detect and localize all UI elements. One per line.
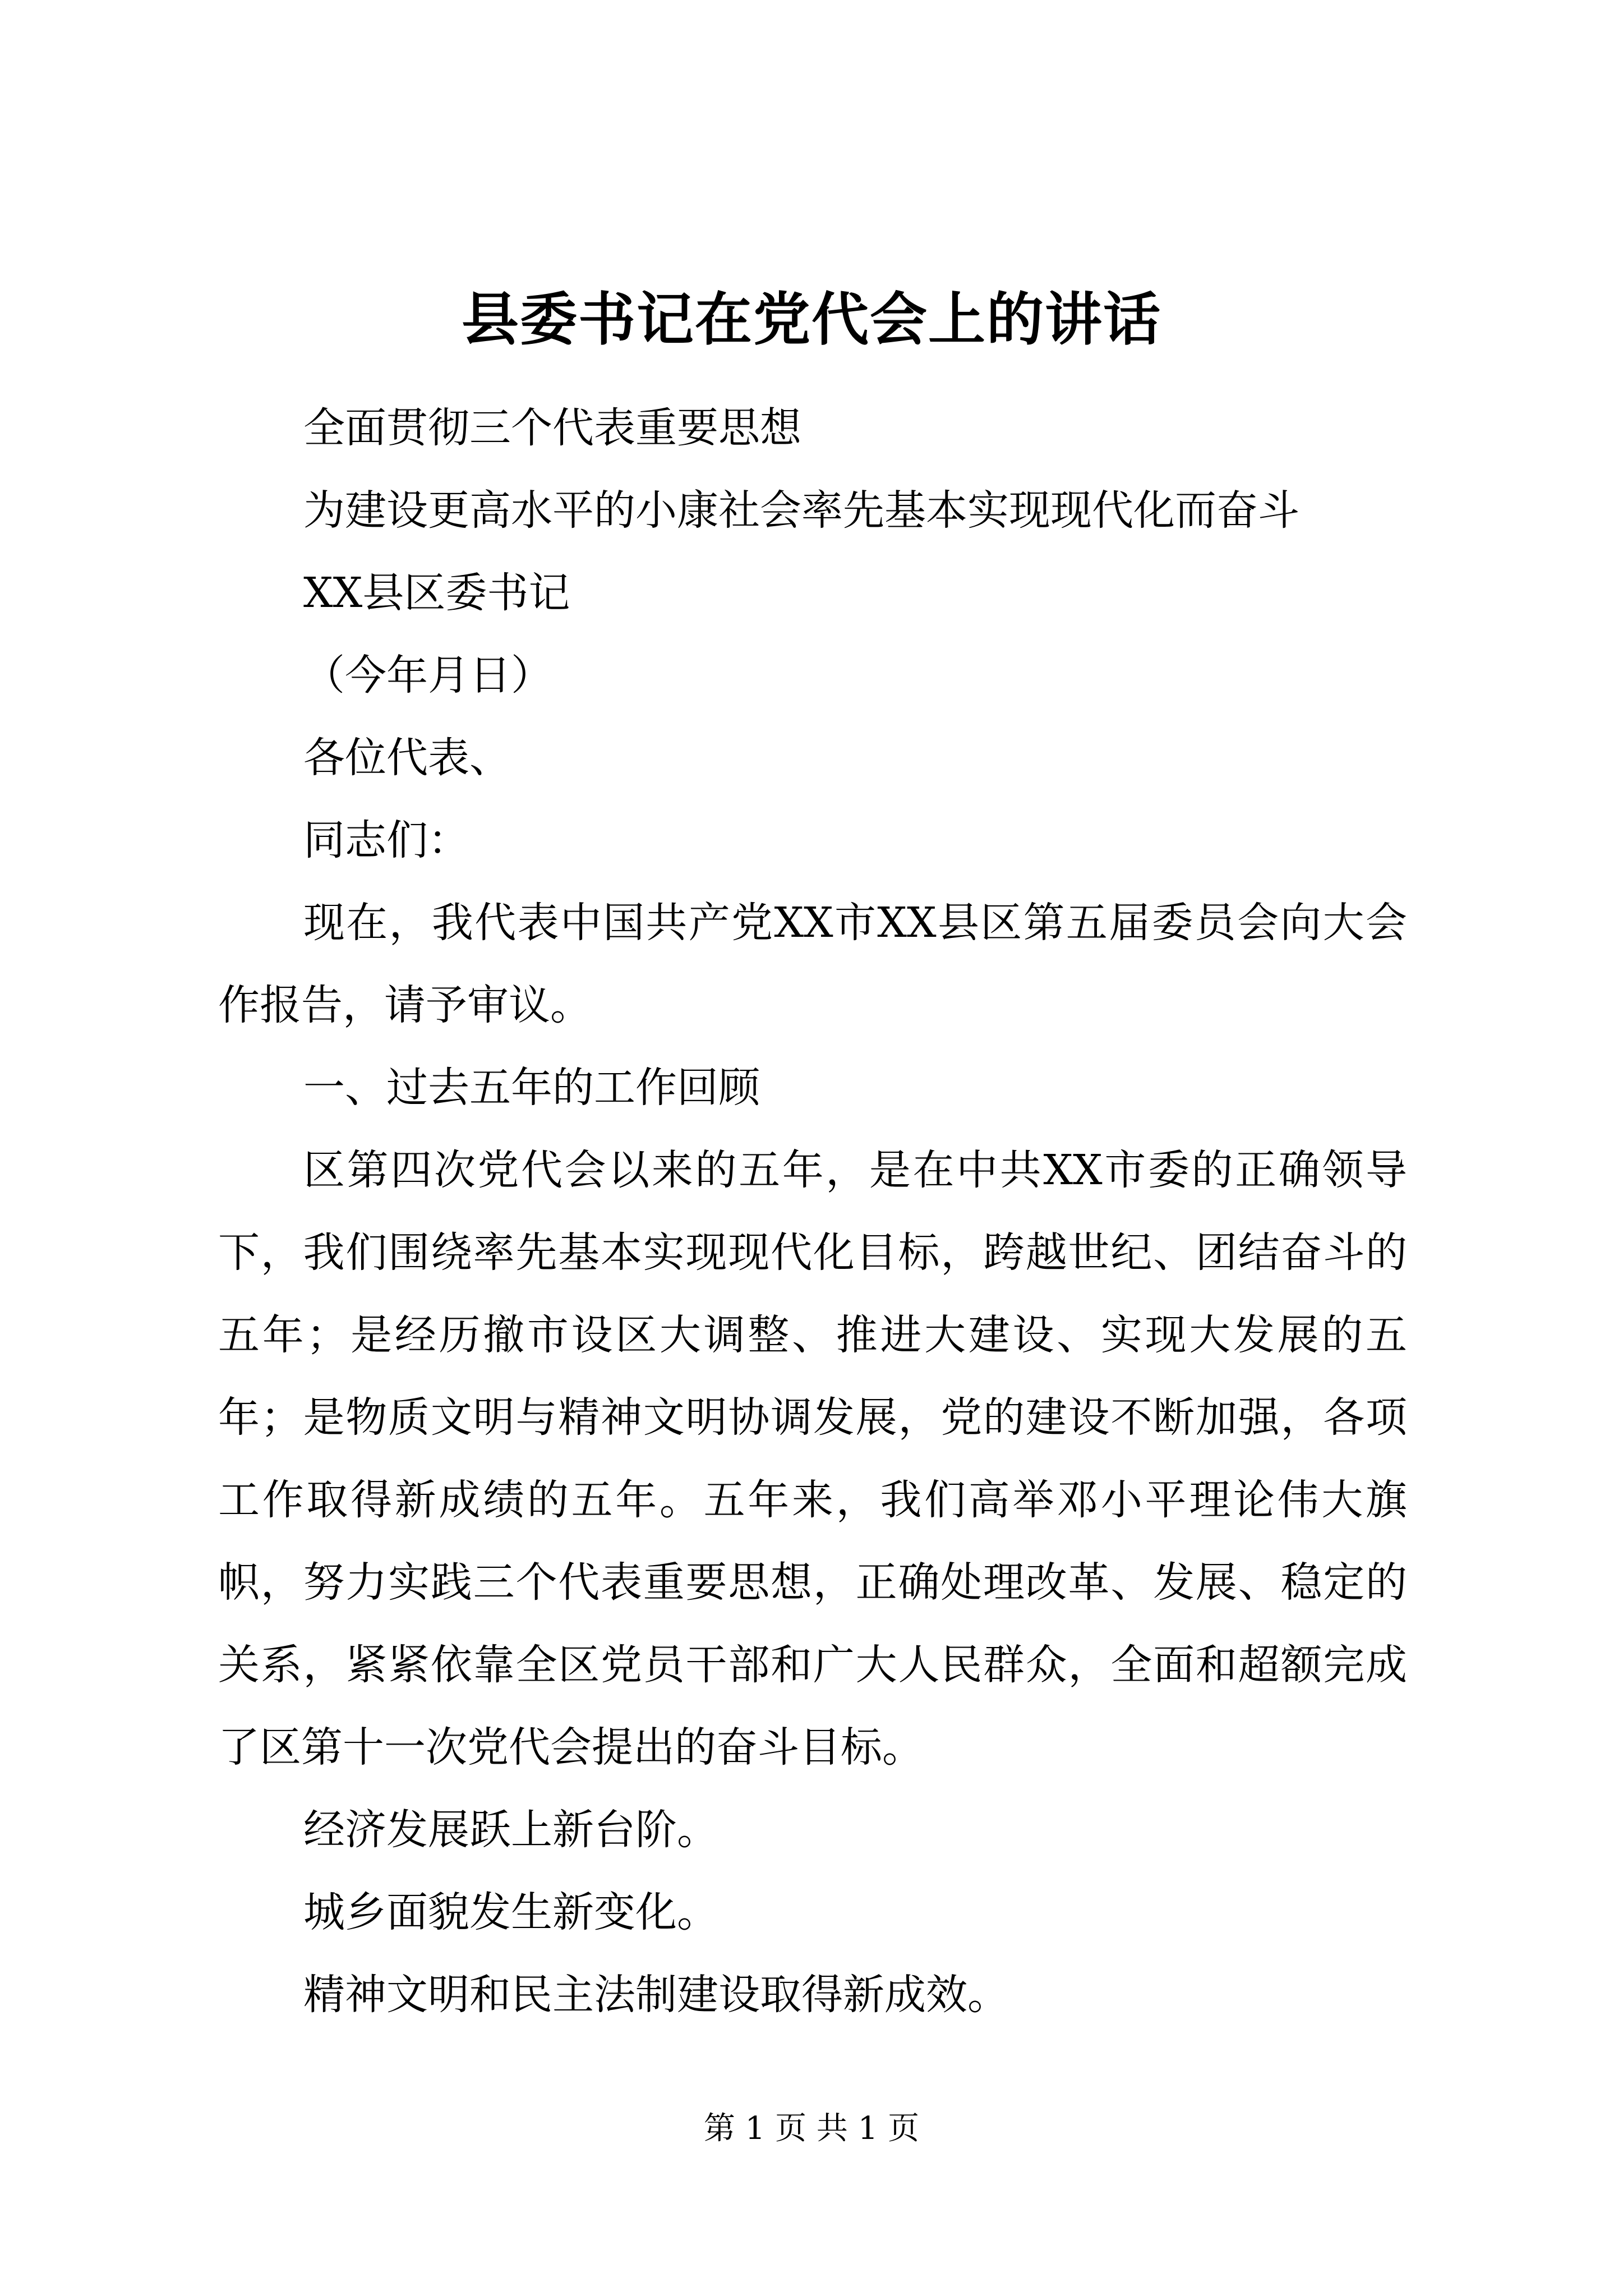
section-heading: 一、过去五年的工作回顾 xyxy=(303,1064,760,1112)
paragraph-economy: 经济发展跃上新台阶。 xyxy=(303,1806,718,1854)
paragraph-speaker: XX县区委书记 xyxy=(303,569,570,617)
paragraph-date: （今年月日） xyxy=(303,651,552,700)
page-footer: 第 1 页 共 1 页 xyxy=(703,2110,920,2147)
document-title: 县委书记在党代会上的讲话 xyxy=(462,286,1161,353)
paragraph-salutation-2: 同志们： xyxy=(303,816,469,864)
paragraph-subtitle-1: 全面贯彻三个代表重要思想 xyxy=(303,404,801,452)
document-body xyxy=(218,387,1407,2036)
paragraph-salutation-1: 各位代表、 xyxy=(303,734,511,782)
paragraph-opening: 现在，我代表中国共产党XX市XX县区第五届委员会向大会作报告，请予审议。 xyxy=(218,899,1407,1029)
paragraph-subtitle-2: 为建设更高水平的小康社会率先基本实现现代化而奋斗 xyxy=(303,486,1299,535)
paragraph-urban-rural: 城乡面貌发生新变化。 xyxy=(303,1888,718,1936)
paragraph-review: 区第四次党代会以来的五年，是在中共XX市委的正确领导下，我们围绕率先基本实现现代化目标，跨越世纪、团结奋斗的五年；是经历撤市设区大调整、推进大建设、实现大发展的五年；是物质文明与精神文明协调发展，党的建设不断加强，各项工作取得新成绩的五年。五年来，我们高举邓小平理论伟大旗帜，努力实践三个代表重要思想，正确处理改革、发展、稳定的关系，紧紧依靠全区党员干部和广大人民群众，全面和超额完成了区第十一次党代会提出的奋斗目标。 xyxy=(218,1146,1407,1772)
paragraph-civilization: 精神文明和民主法制建设取得新成效。 xyxy=(303,1971,1009,2019)
